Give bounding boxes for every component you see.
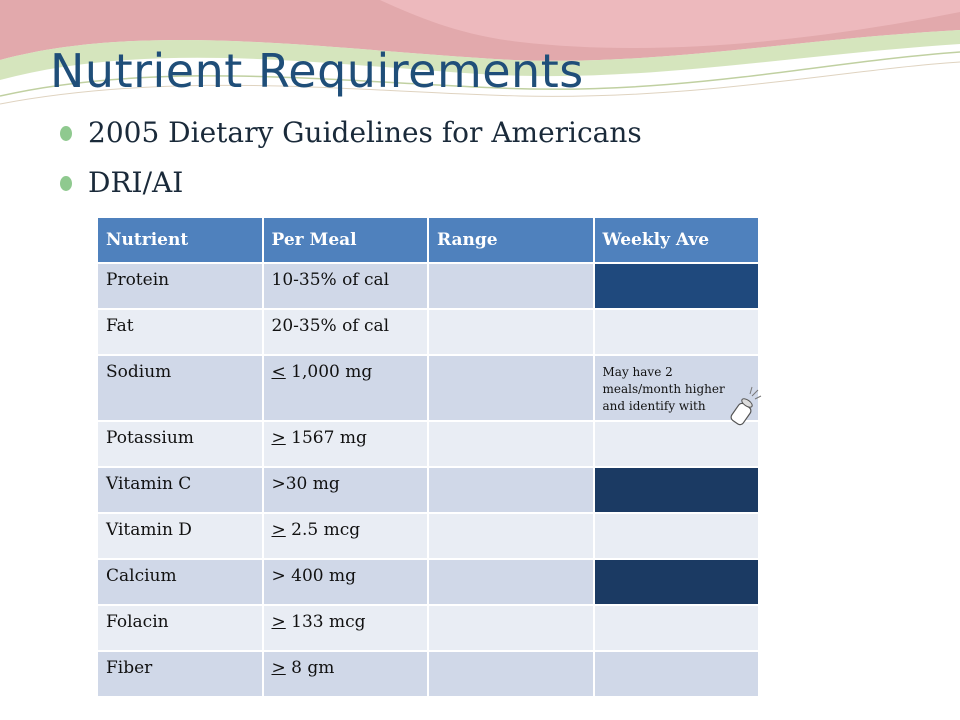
bullet-text: DRI/AI <box>88 166 184 199</box>
salt-shaker-icon <box>728 386 762 428</box>
nutrient-table <box>96 216 760 698</box>
cell-nutrient: Vitamin D <box>98 514 262 558</box>
cell-weekly-ave <box>595 652 759 696</box>
cell-range <box>429 468 593 512</box>
cell-range <box>429 606 593 650</box>
cell-weekly-ave <box>595 264 759 308</box>
table-row <box>98 560 758 604</box>
cell-range <box>429 264 593 308</box>
cell-per-meal <box>264 560 428 604</box>
cell-weekly-ave <box>595 514 759 558</box>
cell-weekly-ave <box>595 560 759 604</box>
table-row <box>98 422 758 466</box>
cell-per-meal <box>264 310 428 354</box>
circle-bullet-icon <box>60 126 72 141</box>
table-header-row <box>98 218 758 262</box>
table-row <box>98 310 758 354</box>
cell-weekly-ave <box>595 606 759 650</box>
cell-range <box>429 514 593 558</box>
cell-nutrient: Protein <box>98 264 262 308</box>
cell-per-meal <box>264 468 428 512</box>
per-meal-value: 133 mcg <box>285 612 366 632</box>
weekly-note-text: May have 2 meals/month higher and identify with <box>602 365 725 413</box>
per-meal-symbol: < <box>271 362 286 382</box>
cell-per-meal <box>264 356 428 420</box>
table-row <box>98 514 758 558</box>
cell-per-meal <box>264 514 428 558</box>
per-meal-value: 10-35% of cal <box>271 270 390 290</box>
per-meal-symbol: > <box>271 612 286 632</box>
per-meal-symbol: > <box>271 658 286 678</box>
column-header-range: Range <box>429 218 593 262</box>
cell-per-meal <box>264 652 428 696</box>
cell-nutrient: Potassium <box>98 422 262 466</box>
per-meal-value: 1,000 mg <box>285 362 373 382</box>
bullet-list <box>60 112 642 212</box>
cell-nutrient: Fat <box>98 310 262 354</box>
cell-nutrient: Fiber <box>98 652 262 696</box>
cell-nutrient: Vitamin C <box>98 468 262 512</box>
cell-nutrient: Calcium <box>98 560 262 604</box>
cell-range <box>429 310 593 354</box>
cell-range <box>429 422 593 466</box>
cell-per-meal <box>264 422 428 466</box>
cell-per-meal <box>264 264 428 308</box>
cell-per-meal <box>264 606 428 650</box>
cell-nutrient: Folacin <box>98 606 262 650</box>
cell-range <box>429 356 593 420</box>
cell-weekly-ave <box>595 422 759 466</box>
cell-range <box>429 652 593 696</box>
cell-weekly-ave <box>595 310 759 354</box>
per-meal-symbol: > <box>271 520 286 540</box>
cell-range <box>429 560 593 604</box>
table-row <box>98 606 758 650</box>
per-meal-symbol: > <box>271 428 286 448</box>
table-row <box>98 652 758 696</box>
per-meal-value: > 400 mg <box>271 566 357 586</box>
table-row <box>98 468 758 512</box>
per-meal-value: 1567 mg <box>285 428 367 448</box>
bullet-item <box>60 162 642 212</box>
cell-nutrient: Sodium <box>98 356 262 420</box>
bullet-item <box>60 112 642 162</box>
column-header-nutrient: Nutrient <box>98 218 262 262</box>
circle-bullet-icon <box>60 176 72 191</box>
column-header-weekly-ave: Weekly Ave <box>595 218 759 262</box>
slide-title: Nutrient Requirements <box>50 44 584 98</box>
per-meal-value: >30 mg <box>271 474 340 494</box>
cell-weekly-ave <box>595 468 759 512</box>
per-meal-value: 20-35% of cal <box>271 316 390 336</box>
table-row <box>98 264 758 308</box>
per-meal-value: 8 gm <box>285 658 335 678</box>
bullet-text: 2005 Dietary Guidelines for Americans <box>88 116 642 149</box>
cell-weekly-ave-note <box>595 356 759 420</box>
per-meal-value: 2.5 mcg <box>285 520 361 540</box>
table-row <box>98 356 758 420</box>
column-header-per-meal: Per Meal <box>264 218 428 262</box>
